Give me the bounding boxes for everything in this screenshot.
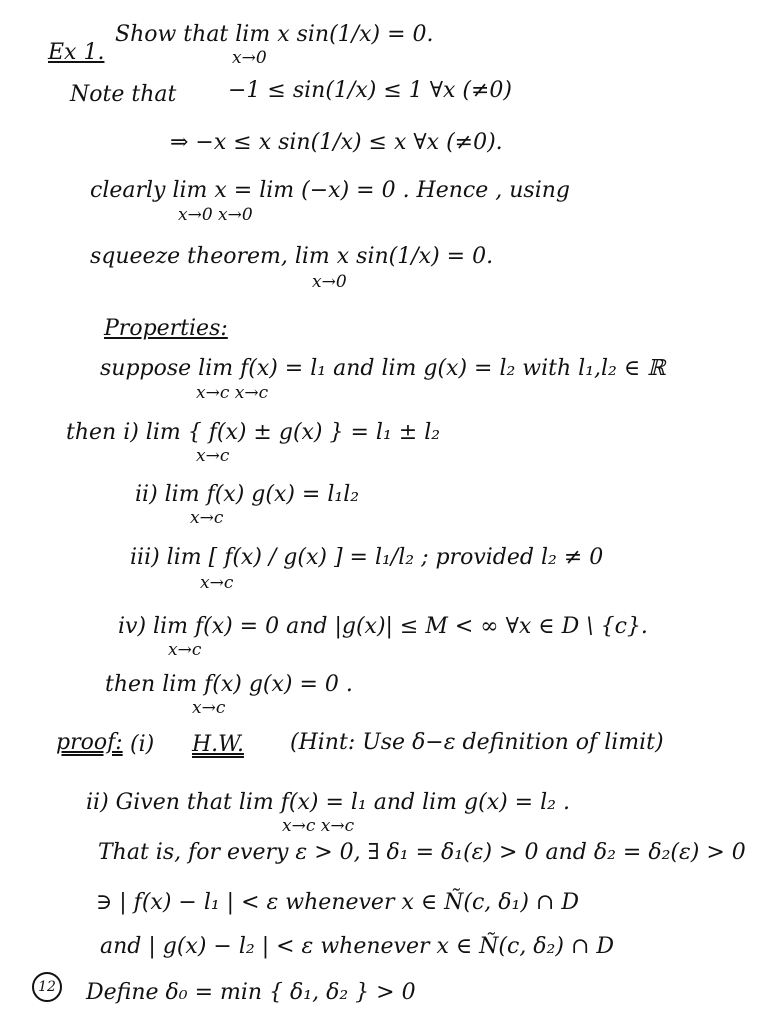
example-label: Ex 1.	[48, 40, 105, 65]
squeeze-subscript: x→0	[312, 272, 347, 292]
proof-label: proof:	[56, 730, 123, 755]
proof-part-ii-subscript: x→c x→c	[282, 816, 355, 836]
page-number-circle: 12	[32, 972, 62, 1002]
clearly-subscript: x→0 x→0	[178, 205, 253, 225]
implies-inequality: ⇒ −x ≤ x sin(1/x) ≤ x ∀x (≠0).	[170, 130, 503, 155]
proof-hint: (Hint: Use δ−ε definition of limit)	[290, 730, 664, 755]
proof-part-ii: ii) Given that lim f(x) = l₁ and lim g(x) = l₂ .	[86, 790, 570, 815]
epsilon-delta-statement: That is, for every ε > 0, ∃ δ₁ = δ₁(ε) > 0 and δ₂ = δ₂(ε) > 0	[98, 840, 746, 865]
property-i: then i) lim { f(x) ± g(x) } = l₁ ± l₂	[66, 420, 441, 445]
second-condition: and | g(x) − l₂ | < ε whenever x ∈ Ñ(c, δ₂) ∩ D	[100, 934, 615, 959]
example-statement: Show that lim x sin(1/x) = 0.	[115, 22, 434, 47]
property-ii-subscript: x→c	[190, 508, 224, 528]
homework-label: H.W.	[192, 732, 244, 757]
suppose-subscript: x→c x→c	[196, 383, 269, 403]
first-condition: ∋ | f(x) − l₁ | < ε whenever x ∈ Ñ(c, δ₁) ∩ D	[96, 890, 579, 915]
property-i-subscript: x→c	[196, 446, 230, 466]
note-inequality: −1 ≤ sin(1/x) ≤ 1 ∀x (≠0)	[228, 78, 513, 103]
clearly-statement: clearly lim x = lim (−x) = 0 . Hence , using	[90, 178, 570, 203]
property-ii: ii) lim f(x) g(x) = l₁l₂	[135, 482, 360, 507]
property-iv: iv) lim f(x) = 0 and |g(x)| ≤ M < ∞ ∀x ∈ D \ {c}.	[118, 614, 648, 639]
example-limit-subscript: x→0	[232, 48, 267, 68]
property-iii: iii) lim [ f(x) / g(x) ] = l₁/l₂ ; provided l₂ ≠ 0	[130, 545, 604, 570]
suppose-statement: suppose lim f(x) = l₁ and lim g(x) = l₂ with l₁,l₂ ∈ ℝ	[100, 356, 666, 381]
proof-part-i: (i)	[130, 732, 155, 757]
note-label: Note that	[70, 82, 177, 107]
property-iv-conclusion-subscript: x→c	[192, 698, 226, 718]
squeeze-statement: squeeze theorem, lim x sin(1/x) = 0.	[90, 244, 494, 269]
property-iv-subscript: x→c	[168, 640, 202, 660]
properties-heading: Properties:	[104, 316, 228, 341]
property-iii-subscript: x→c	[200, 573, 234, 593]
property-iv-conclusion: then lim f(x) g(x) = 0 .	[105, 672, 353, 697]
define-delta-zero: Define δ₀ = min { δ₁, δ₂ } > 0	[86, 980, 416, 1005]
